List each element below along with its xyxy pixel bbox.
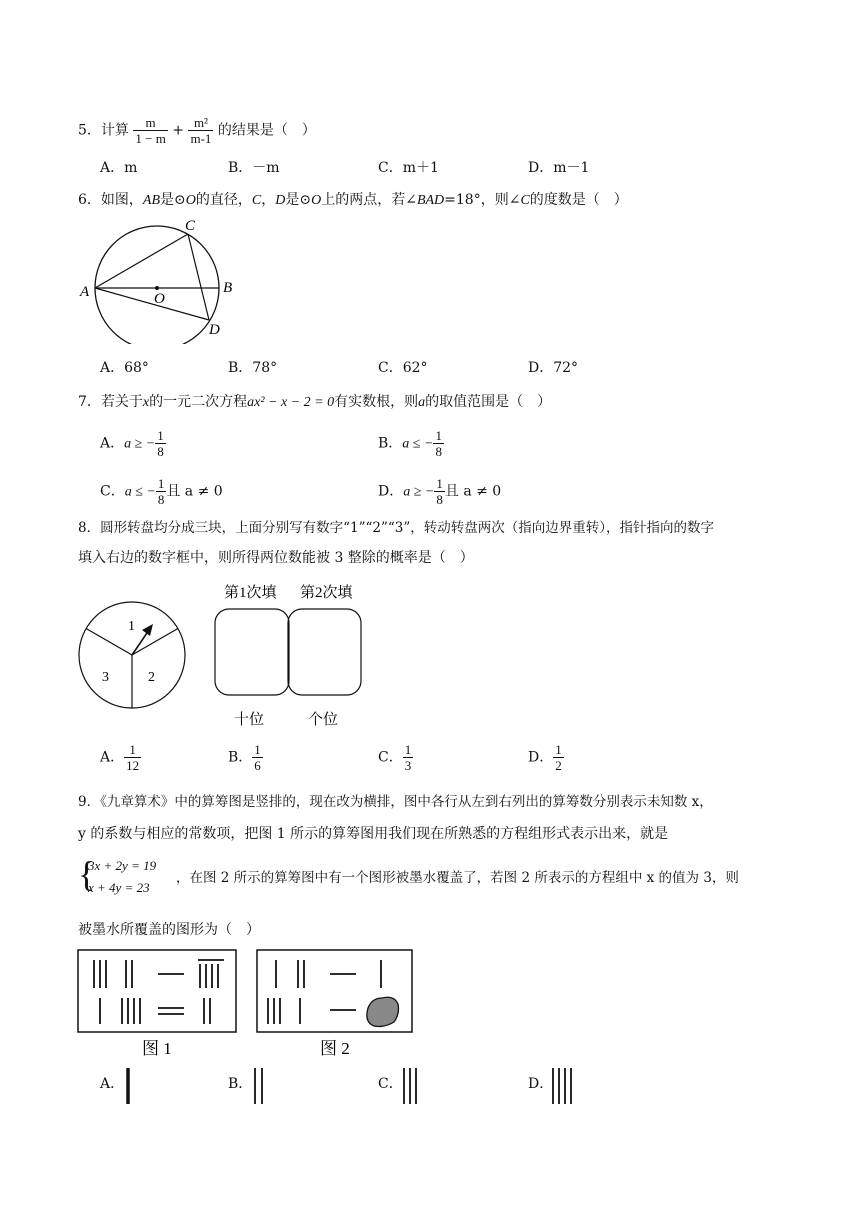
rod-three-icon: [399, 1066, 423, 1106]
q5-option-c: C．m＋1: [378, 160, 439, 176]
q9-line-2: y 的系数与相应的常数项，把图 1 所示的算筹图用我们现在所熟悉的方程组形式表示出来，就是: [78, 826, 669, 842]
q5-fraction-2: $\frac{\text{m²}}{m-1}$: [190, 115, 212, 146]
q7-text-1: 7．若关于: [78, 394, 143, 410]
spinner-divider-right: [132, 629, 178, 656]
q9-option-b: B．: [228, 1076, 253, 1092]
q6-text-2: 是⊙: [160, 192, 186, 208]
spinner-label-3: 3: [102, 670, 109, 685]
center-point: [155, 286, 159, 290]
label-d: D: [209, 322, 220, 338]
figure-1-caption: 图 1: [142, 1039, 172, 1058]
q8-line-2: 填入右边的数字框中，则所得两位数能被 3 整除的概率是（ ）: [78, 550, 474, 566]
q9-equation-1: 3x + 2y = 19: [88, 858, 157, 873]
q6-circle-figure: [76, 214, 246, 344]
rod-two-icon: [250, 1066, 270, 1106]
q6-option-d: D．72°: [528, 360, 579, 376]
q7-x: x: [142, 395, 150, 410]
label-a: A: [80, 284, 90, 300]
box-top-label-2: 第2次填: [300, 585, 353, 601]
rod-four-icon: [548, 1066, 578, 1106]
q5-fraction-1: $\frac{m}{1 - m}$: [135, 115, 166, 146]
label-o: O: [154, 291, 165, 307]
q6-c-2: C: [520, 193, 530, 208]
q5-number: 5．: [78, 122, 101, 139]
q8-option-c: C． $\frac{1}{3}$: [378, 742, 412, 773]
q7-option-a: A．a ≥ − $\frac{1}{8}$: [100, 428, 164, 459]
q7-option-b: B．a ≤ − $\frac{1}{8}$: [378, 428, 442, 459]
q5-option-d: D．m－1: [528, 160, 590, 176]
question-7: [78, 392, 551, 413]
pointer-arrow-icon: [142, 624, 153, 636]
figure-1-rods: [94, 960, 224, 1024]
label-c: C: [185, 218, 196, 234]
q8-option-d: D． $\frac{1}{2}$: [528, 742, 562, 773]
q9-option-d: D．: [528, 1076, 554, 1092]
chord-ad: [95, 288, 209, 320]
spinner-divider-top: [86, 629, 132, 656]
q6-bad: BAD: [416, 193, 445, 208]
q8-option-a: A． $\frac{1}{12}$: [100, 742, 140, 773]
q6-c: C: [251, 193, 262, 208]
q6-text-1: 6．如图，: [78, 192, 143, 208]
left-brace-icon: {: [78, 854, 96, 894]
q7-a: a: [418, 395, 426, 410]
q5-option-a: A．m: [100, 160, 138, 176]
q6-option-c: C．62°: [378, 360, 428, 376]
label-b: B: [223, 280, 233, 296]
q6-text-4: 是⊙: [285, 192, 312, 208]
figure-2-rods: [268, 960, 381, 1024]
question-6: [78, 190, 628, 211]
q6-text-6: =18°，则∠: [444, 192, 521, 208]
q9-counting-rod-figures: [76, 948, 421, 1060]
q7-equation: ax² − x − 2 = 0: [247, 395, 335, 410]
q6-text-3: 的直径，: [195, 192, 252, 208]
box-bottom-label-1: 十位: [234, 712, 265, 728]
q5-option-b: B．－m: [228, 160, 280, 176]
q6-o: O: [185, 193, 196, 208]
q5-plus: +: [172, 122, 185, 139]
q9-line-3: ，在图 2 所示的算筹图中有一个图形被墨水覆盖了，若图 2 所表示的方程组中 x 的值为 3，则: [176, 870, 739, 886]
q6-option-a: A．68°: [100, 360, 149, 376]
q8-option-b: B． $\frac{1}{6}$: [228, 742, 261, 773]
q5-suffix: 的结果是（ ）: [217, 122, 316, 139]
figure-1-frame: [78, 950, 236, 1032]
q6-o-2: O: [311, 193, 322, 208]
spinner-label-1: 1: [128, 619, 135, 634]
q7-text-2: 的一元二次方程: [149, 394, 248, 410]
q9-line-1: 9．《九章算术》中的算筹图是竖排的，现在改为横排，图中各行从左到右列出的算筹数分别表示未知数 x，: [78, 794, 713, 810]
q7-text-3: 有实数根，则: [334, 394, 419, 410]
ink-blot-icon: [367, 997, 399, 1026]
q7-option-c: C．a ≤ − $\frac{1}{8}$ 且 a ≠ 0: [100, 476, 223, 507]
question-5: [78, 115, 316, 146]
chord-ac: [95, 234, 188, 288]
figure-2-caption: 图 2: [320, 1039, 350, 1058]
q6-option-b: B．78°: [228, 360, 278, 376]
q7-option-d: D．a ≥ − $\frac{1}{8}$ 且 a ≠ 0: [378, 476, 502, 507]
q8-spinner-figure: [74, 580, 374, 730]
ones-digit-box: [288, 609, 361, 695]
q6-text-5: 上的两点，若∠: [321, 192, 417, 208]
rod-one-icon: [124, 1066, 134, 1106]
q5-prefix: 计算: [100, 122, 129, 139]
q6-ab: AB: [142, 193, 161, 208]
box-bottom-label-2: 个位: [308, 712, 339, 728]
spinner-label-2: 2: [148, 670, 155, 685]
q6-d: D: [275, 193, 286, 208]
q6-text-7: 的度数是（ ）: [529, 192, 628, 208]
q9-option-a: A．: [100, 1076, 125, 1092]
chord-cd: [188, 234, 209, 320]
q9-option-c: C．: [378, 1076, 403, 1092]
q9-line-4: 被墨水所覆盖的图形为（ ）: [78, 922, 260, 938]
tens-digit-box: [215, 609, 289, 695]
box-top-label-1: 第1次填: [224, 585, 277, 601]
q8-line-1: 8．圆形转盘均分成三块，上面分别写有数字“1”“2”“3”，转动转盘两次（指向边界重转），指针指向的数字: [78, 520, 715, 536]
q7-text-4: 的取值范围是（ ）: [425, 394, 552, 410]
q6-comma: ，: [261, 192, 276, 208]
q9-equation-system: [78, 856, 178, 898]
q9-equation-2: x + 4y = 23: [88, 880, 150, 895]
